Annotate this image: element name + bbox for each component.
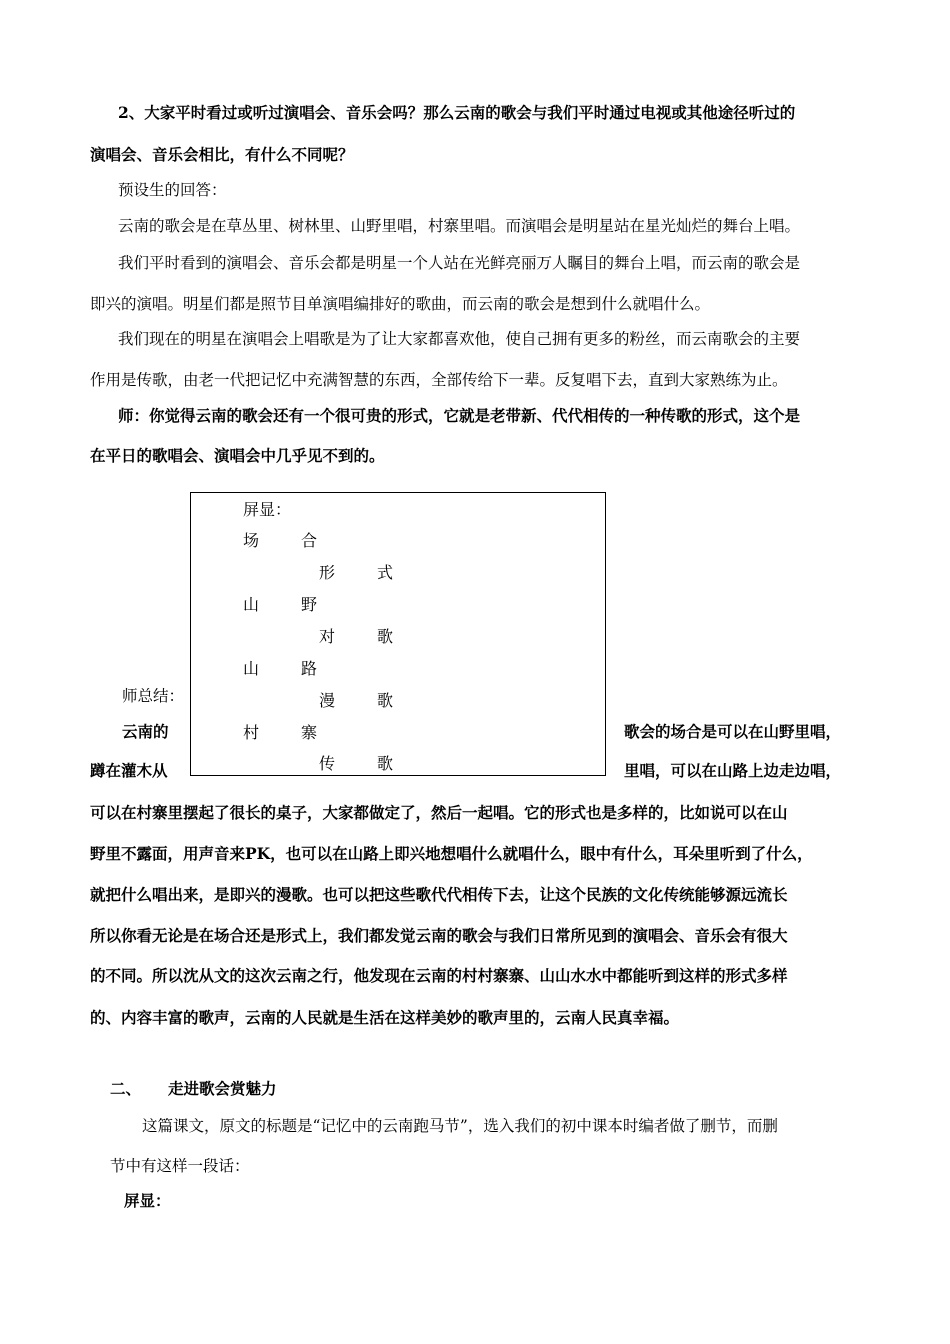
box-cell: 寨 xyxy=(301,723,318,742)
summary-line: 的、内容丰富的歌声，云南的人民就是生活在这样美妙的歌声里的，云南人民真幸福。 xyxy=(90,1008,680,1027)
preset-answer-1: 云南的歌会是在草丛里、树林里、山野里唱，村寨里唱。而演唱会是明星站在星光灿烂的舞台上唱。 xyxy=(118,217,801,235)
preset-answer-2-line-2: 即兴的演唱。明星们都是照节目单演唱编排好的歌曲，而云南的歌会是想到什么就唱什么。 xyxy=(90,295,711,313)
section-2-title: 走进歌会赏魅力 xyxy=(168,1079,277,1098)
box-cell: 式 xyxy=(377,563,394,582)
section-2-screen-label: 屏显： xyxy=(124,1191,171,1210)
summary-line: 的不同。所以沈从文的这次云南之行，他发现在云南的村村寨寨、山山水水中都能听到这样的形式多样 xyxy=(90,966,788,985)
box-cell: 歌 xyxy=(377,754,394,773)
summary-left-2: 蹲在灌木从 xyxy=(90,761,168,780)
preset-answer-2-line-1: 我们平时看到的演唱会、音乐会都是明星一个人站在光鲜亮丽万人瞩目的舞台上唱，而云南的歌会是 xyxy=(118,254,801,272)
box-cell: 传 xyxy=(319,754,336,773)
box-cell: 山 xyxy=(243,595,260,614)
box-cell: 野 xyxy=(301,595,318,614)
screen-display-title: 屏显： xyxy=(243,500,292,519)
summary-line: 所以你看无论是在场合还是形式上，我们都发觉云南的歌会与我们日常所见到的演唱会、音乐会有很大 xyxy=(90,926,788,945)
box-cell: 合 xyxy=(301,531,318,550)
question-2-line-2: 演唱会、音乐会相比，有什么不同呢？ xyxy=(90,145,354,164)
box-cell: 村 xyxy=(243,723,260,742)
screen-display-box xyxy=(190,492,606,776)
box-cell: 对 xyxy=(319,627,336,646)
preset-answer-3-line-1: 我们现在的明星在演唱会上唱歌是为了让大家都喜欢他，使自己拥有更多的粉丝，而云南歌会的主要 xyxy=(118,330,801,348)
box-cell: 山 xyxy=(243,659,260,678)
teacher-remark-line-1: 师：你觉得云南的歌会还有一个很可贵的形式，它就是老带新、代代相传的一种传歌的形式，这个是 xyxy=(118,406,801,425)
preset-answer-label: 预设生的回答： xyxy=(118,181,227,199)
box-cell: 漫 xyxy=(319,691,336,710)
box-cell: 场 xyxy=(243,531,260,550)
summary-left-1: 云南的 xyxy=(122,722,169,741)
summary-right-1: 歌会的场合是可以在山野里唱， xyxy=(624,722,842,741)
section-2-paragraph-line-2: 节中有这样一段话： xyxy=(110,1157,250,1175)
box-cell: 形 xyxy=(319,563,336,582)
summary-line: 野里不露面，用声音来PK，也可以在山路上即兴地想唱什么就唱什么，眼中有什么，耳朵里听到了什么， xyxy=(90,844,813,863)
preset-answer-3-line-2: 作用是传歌，由老一代把记忆中充满智慧的东西，全部传给下一辈。反复唱下去，直到大家熟练为止。 xyxy=(90,371,788,389)
summary-line: 可以在村寨里摆起了很长的桌子，大家都做定了，然后一起唱。它的形式也是多样的，比如说可以在山 xyxy=(90,803,788,822)
question-2-line-1: 2、大家平时看过或听过演唱会、音乐会吗？那么云南的歌会与我们平时通过电视或其他途径听过的 xyxy=(118,103,796,122)
box-cell: 路 xyxy=(301,659,318,678)
summary-right-2: 里唱，可以在山路上边走边唱， xyxy=(624,761,842,780)
section-2-paragraph-line-1: 这篇课文，原文的标题是“记忆中的云南跑马节”，选入我们的初中课本时编者做了删节，而删 xyxy=(142,1117,778,1135)
summary-label: 师总结： xyxy=(122,687,185,705)
teacher-remark-line-2: 在平日的歌唱会、演唱会中几乎见不到的。 xyxy=(90,446,385,465)
section-2-number: 二、 xyxy=(110,1079,142,1098)
box-cell: 歌 xyxy=(377,627,394,646)
summary-line: 就把什么唱出来，是即兴的漫歌。也可以把这些歌代代相传下去，让这个民族的文化传统能够源远流长 xyxy=(90,885,788,904)
box-cell: 歌 xyxy=(377,691,394,710)
